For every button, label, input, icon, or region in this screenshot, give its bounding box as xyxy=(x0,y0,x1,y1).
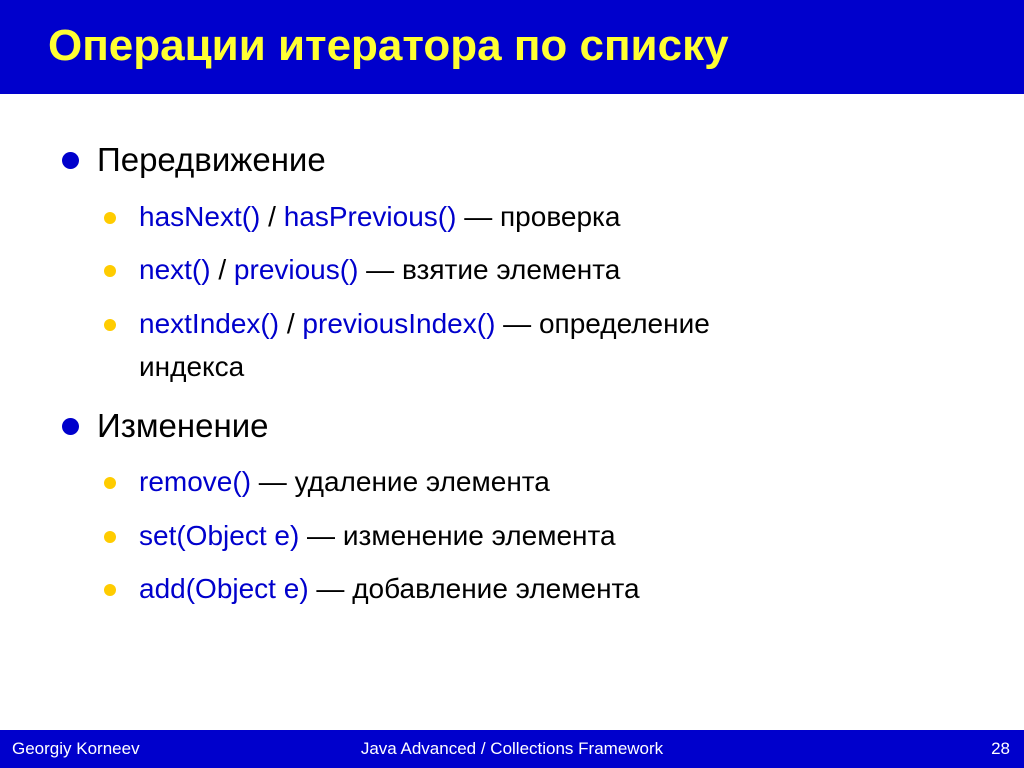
section-moving xyxy=(62,140,326,180)
separator: / xyxy=(210,254,234,285)
method-name: add(Object e) xyxy=(139,573,309,604)
section-heading: Изменение xyxy=(97,407,269,444)
separator: / xyxy=(260,201,284,232)
method-description: — удаление элемента xyxy=(251,466,550,497)
method-name: next() xyxy=(139,254,211,285)
list-item-text xyxy=(139,567,640,611)
bullet-icon xyxy=(104,531,116,543)
bullet-icon xyxy=(104,212,116,224)
footer-bar xyxy=(0,730,1024,768)
bullet-icon xyxy=(62,418,79,435)
method-name: hasPrevious() xyxy=(283,201,457,232)
separator: / xyxy=(279,308,303,339)
bullet-icon xyxy=(104,477,116,489)
list-item-text xyxy=(139,302,710,346)
method-description: — определение xyxy=(495,308,710,339)
bullet-icon xyxy=(104,584,116,596)
slide-title: Операции итератора по списку xyxy=(48,21,729,70)
bullet-icon xyxy=(62,152,79,169)
footer-author: Georgiy Korneev xyxy=(12,739,140,758)
bullet-icon xyxy=(104,319,116,331)
method-description: — изменение элемента xyxy=(299,520,616,551)
method-description: — взятие элемента xyxy=(358,254,621,285)
list-item-text xyxy=(139,460,550,504)
method-name: remove() xyxy=(139,466,252,497)
method-description: — проверка xyxy=(456,201,621,232)
list-item-text xyxy=(139,248,620,292)
bullet-icon xyxy=(104,265,116,277)
title-bar xyxy=(0,0,1024,94)
method-name: hasNext() xyxy=(139,201,261,232)
method-name: nextIndex() xyxy=(139,308,280,339)
section-heading: Передвижение xyxy=(97,141,326,178)
list-item-text xyxy=(139,195,620,239)
method-name: previous() xyxy=(233,254,359,285)
list-item-text xyxy=(139,514,616,558)
footer-course: Java Advanced / Collections Framework xyxy=(360,739,664,758)
method-description: — добавление элемента xyxy=(308,573,640,604)
method-description-continued: индекса xyxy=(139,351,245,382)
method-name: set(Object e) xyxy=(139,520,300,551)
method-name: previousIndex() xyxy=(302,308,496,339)
section-changing xyxy=(62,406,268,446)
page-number: 28 xyxy=(991,739,1010,758)
